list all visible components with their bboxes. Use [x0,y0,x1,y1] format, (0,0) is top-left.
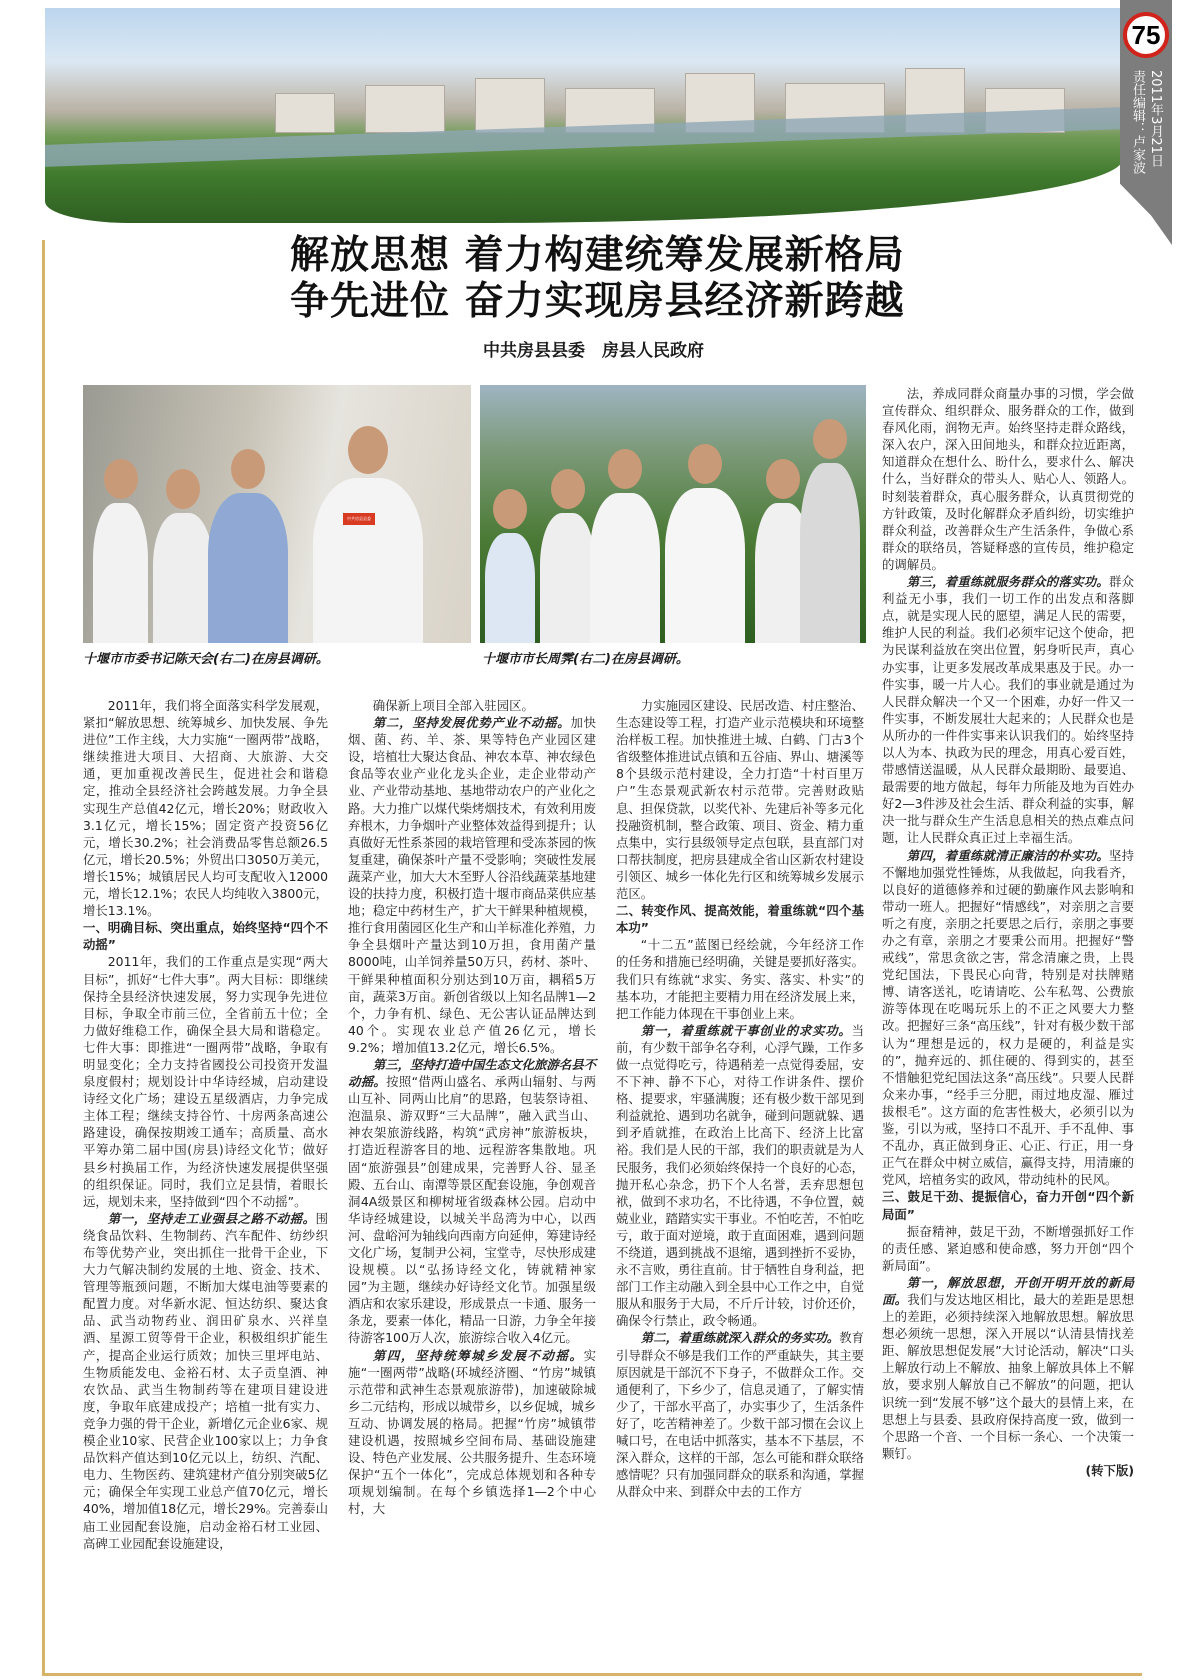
article-column-1 [83,697,328,1552]
photo-caption-right: 十堰市市长周霁(右二)在房县调研。 [482,652,689,667]
name-badge: 中共房县县委 [343,513,375,525]
city-panorama-photo [45,8,1123,223]
paragraph-text: 实施“一圈两带”战略(环城经济圈、“竹房”城镇示范带和武神生态景观旅游带)，加速破除城乡二元结构，形成以城带乡，以乡促城，城乡互动、协调发展的格局。把握“竹房”城镇带建设机遇，按照城乡空间布局、基础设施建设、特色产业发展、公共服务提升、生态环境保护“五个一体化”，完成总体规划和各种专项规划编制。在每个乡镇选择1—2个中心村，大 [348,1347,596,1517]
photo-caption-left: 十堰市市委书记陈天会(右二)在房县调研。 [83,652,329,667]
byline: 中共房县县委 房县人民政府 [483,341,704,361]
paragraph-text: 我们与发达地区相比，最大的差距是思想上的差距，必须持续深入地解放思想。解放思想必须统一思想，深入开展以“认清县情找差距、解放思想促发展”大讨论活动，解决“口头上解放行动上不解放、抽象上解放具体上不解放，要求别人解放自己不解放”的问题，把认识统一到“发展不够”这个最大的县情上来，在思想上与县委、县政府保持高度一致，做到一个思路一个音、一个目标一条心、一个决策一颗钉。 [882,1291,1135,1461]
subheading: 第四，坚持统筹城乡发展不动摇。 [372,1347,584,1363]
frame-border-bottom [42,1673,1142,1676]
paragraph: 确保新上项目全部入驻园区。 [372,698,534,713]
subheading: 第一，坚持走工业强县之路不动摇。 [107,1210,316,1226]
paragraph [882,573,1134,847]
article-column-3 [616,697,864,1500]
article-column-2 [348,697,596,1518]
paragraph [348,1347,596,1518]
continued-note: (转下版) [1085,1462,1134,1478]
paragraph [348,714,596,1056]
photo-mayor-visit [480,385,866,643]
paragraph: 振奋精神，鼓足干劲，不断增强抓好工作的责任感、紧迫感和使命感，努力开创“四个新局面”。 [882,1223,1134,1273]
paragraph [348,1056,596,1347]
paragraph [882,847,1134,1189]
paragraph: 法，养成同群众商量办事的习惯，学会做宣传群众、组织群众、服务群众的工作，做到春风化雨，润物无声。始终坚持走群众路线，深入农户，深入田间地头，和群众拉近距离，知道群众在想什么、盼什么，要求什么、解决什么，当好群众的带头人、贴心人、领路人。时刻装着群众，真心服务群众，认真贯彻党的方针政策，及时化解群众矛盾纠纷，切实维护群众利益，改善群众生产生活条件，争做心系群众的联络员，答疑释惑的宣传员，维护稳定的调解员。 [882,386,1134,572]
paragraph-text: 当前，有少数干部争名夺利，心浮气躁，工作多做一点觉得吃亏，待遇稍差一点觉得委屈，安不下神、静不下心，对待工作讲条件、摆价格、提要求，牢骚满腹；还有极少数干部见到利益就抢、遇到功名就争，碰到问题就躲、遇到矛盾就推，在政治上比高下、经济上比富裕。我们是人民的干部，我们的职责就是为人民服务，我们必须始终保持一个良好的心态，抛开私心杂念，扔下个人名誉，丢弃思想包袱，做到不求功名，不比待遇，不争位置，兢兢业业，踏踏实实干事业。不怕吃苦，不怕吃亏，敢于面对逆境，敢于直面困难，遇到问题不绕道，遇到挑战不退缩，遇到挫折不妥协，永不言败，勇往直前。甘于牺牲自身利益，把部门工作主动融入到全县中心工作之中，自觉服从和服务于大局，不斤斤计较，讨价还价，确保令行禁止，政令畅通。 [616,1022,864,1329]
subheading: 第二，坚持发展优势产业不动摇。 [372,715,571,731]
subheading: 第四，着重练就清正廉洁的朴实功。 [906,847,1109,863]
section-heading: 二、转变作风、提高效能，着重练就“四个基本功” [616,903,864,936]
paragraph [616,1022,864,1330]
paragraph-text: 加快烟、菌、药、羊、茶、果等特色产业园区建设，培植壮大聚达食品、神农本草、神农绿色食品等农业产业化龙头企业，走企业带动产业、产业带动基地、基地带动农户的产业化之路。大力推广以煤代柴烤烟技术，有效利用废弃根木，力争烟叶产业整体效益得到提升；认真做好无性系茶园的栽培管理和受冻茶园的恢复重建，确保茶叶产量不受影响；突破性发展蔬菜产业，加大大木至野人谷沿线蔬菜基地建设的扶持力度，积极打造十堰市商品菜供应基地；稳定中药材生产，扩大干鲜果种植规模，推行食用菌园区化生产和山羊标准化养殖，力争全县烟叶产量达到10万担，食用菌产量8000吨，山羊饲养量50万只，药材、茶叶、干鲜果种植面积分别达到10万亩，耦稻5万亩，蔬菜3万亩。新创省级以上知名品牌1—2个，力争有机、绿色、无公害认证品牌达到40个。实现农业总产值26亿元，增长9.2%；增加值13.2亿元，增长6.5%。 [348,715,597,1055]
section-heading: 三、鼓足干劲、提振信心，奋力开创“四个新局面” [882,1189,1134,1222]
editor-credit: 责任编辑：卢家波 [1130,70,1145,174]
page-number-badge: 75 [1123,12,1169,58]
subheading: 第三，坚持打造中国生态文化旅游名县不动摇。 [348,1056,596,1090]
paragraph [882,1274,1134,1462]
subheading: 第一，着重练就干事创业的求实功。 [640,1022,852,1038]
paragraph-text: 围绕食品饮料、生物制药、汽车配件、纺纱织布等优势产业，突出抓住一批骨干企业，下大力气解决制约发展的土地、资金、技术、管理等瓶颈问题，不断加大煤电油等要素的配置力度。对华新水泥、恒达纺织、聚达食品、武当动物药业、润田矿泉水、兴祥皇酒、星源工贸等骨干企业，积极组织扩能生产，提高企业运行质效；加快三里坪电站、生物质能发电、金裕石材、太子贡皇酒、神农饮品、武当生物制药等在建项目建设进度，争取年底建成投产；培植一批有实力、竞争力强的骨干企业，新增亿元企业6家、规模企业10家、民营企业100家以上；力争食品饮料产值达到10亿元以上，纺织、汽配、电力、生物医药、建筑建材产值分别突破5亿元；确保全年实现工业总产值70亿元，增长40%，增加值18亿元，增长29%。完善泰山庙工业园配套设施，启动金裕石材工业园、高碑工业园配套设施建设， [83,1210,328,1551]
subheading: 第二，着重练就深入群众的务实功。 [640,1330,840,1346]
paragraph [83,1210,328,1552]
photo-secretary-visit [83,385,471,643]
issue-date: 2011年3月21日 [1148,70,1163,167]
headline-line-1: 解放思想 着力构建统筹发展新格局 [290,232,905,278]
paragraph: 力实施园区建设、民居改造、村庄整治、生态建设等工程，打造产业示范模块和环境整治样板工程。加快推进土城、白鹤、门古3个省级整体推进试点镇和五谷庙、界山、塘溪等8个县级示范村建设，全力打造“十村百里万户”生态景观武新农村示范带。完善财政贴息、担保贷款，以奖代补、先建后补等多元化投融资机制，整合政策、项目、资金、精力重点集中，实行县级领导定点包联，县直部门对口帮扶制度，把房县建成全省山区新农村建设引领区、城乡一体化先行区和统筹城乡发展示范区。 [616,698,864,902]
subheading: 第三，着重练就服务群众的落实功。 [906,574,1109,590]
headline [290,232,905,324]
paragraph: 2011年，我们的工作重点是实现“两大目标”，抓好“七件大事”。两大目标：即继续保持全县经济快速发展，努力实现争先进位目标，争取全市前三位，全省前五十位；全力做好维稳工作，确保全县大局和谐稳定。七件大事：即推进“一圈两带”战略，争取有明显变化；全力支持省國投公司投资开发温泉度假村；规划设计中华诗经城，启动建设诗经文化广场；建设五星级酒店，力争完成主体工程；继续支持谷竹、十房两条高速公路建设，确保按期竣工通车；高质量、高水平筹办第二届中国(房县)诗经文化节；做好县乡村换届工作，为经济快速发展提供坚强的组织保证。同时，我们立足县情，着眼长远，规划未来，坚持做到“四个不动摇”。 [83,954,328,1209]
paragraph-text: 群众利益无小事，我们一切工作的出发点和落脚点，就是实现人民的愿望，满足人民的需要，维护人民的利益。我们必须牢记这个使命，把为民谋利益放在突出位置，躬身听民声，真心办实事，让更多发展改革成果惠及于民。办一件实事，暖一片人心。我们的事业就是通过为人民群众解决一个又一个困难，办好一件又一件实事，不断发展壮大起来的；人民群众也是从所办的一件件实事来认识我们的。始终坚持以人为本、执政为民的理念，用真心爱百姓，带感情送温暖，从人民群众最期盼、最要追、最需要的地方做起，每年力所能及地为百姓办好2—3件涉及社会生活、群众利益的实事，解决一批与群众生产生活息息相关的热点难点问题，让人民群众真正过上幸福生活。 [882,574,1135,846]
paragraph-text: 坚持不懈地加强党性锤炼，从我做起，向我看齐，以良好的道德修养和过硬的勤廉作风去影响和带动一班人。把握好“情感线”，对亲朋之言要听之有度，亲朋之托要思之后行，亲朋之事要办之有章，亲朋之才要秉公而用。把握好“警戒线”，常思贪欲之害，常念清廉之贵，上畏党纪国法，下畏民心向背，特别是对扶牌赌博、请客送礼，吃请请吃、公车私驾、公费旅游等体现在吃喝玩乐上的不正之风要大力整改。把握好三条“高压线”，针对有极少数干部认为“理想是远的，权力是硬的，利益是实的”，抛弃远的、抓住硬的、得到实的，甚至不惜触犯党纪国法这条“高压线”。只要人民群众来办事，“经手三分肥，雨过地皮湿、雁过拔根毛”。这方面的危害性极大，必须引以为鉴，引以为戒，坚持口不乱开、手不乱伸、事不乱办，真正做到身正、心正、行正，用一身正气在群众中树立威信，赢得支持，用清廉的党风，培植务实的政风，带动纯朴的民风。 [882,847,1135,1188]
paragraph-text: 按照“借两山盛名、承两山辐射、与两山互补、同两山比肩”的思路，包装祭诗祖、泡温泉、游双野“三大品牌”，融入武当山、神农架旅游线路，构筑“武房神”旅游板块，打造近程游客目的地、远程游客集散地。巩固“旅游强县”创建成果，完善野人谷、显圣殿、五台山、南潭等景区配套设施，争创观音洞4A级景区和柳树垭省级森林公园。启动中华诗经城建设，以城关半岛湾为中心，以西河、盘峪河为轴线向西南方向延伸，筹建诗经文化广场，复制尹公祠，宝堂寺，尽快形成建设规模。以“弘扬诗经文化，铸就精神家园”为主题，继续办好诗经文化节。加强星级酒店和农家乐建设，形成景点一卡通、服务一条龙，要素一体化，精品一日游，力争全年接待游客100万人次，旅游综合收入4亿元。 [348,1074,597,1346]
headline-line-2: 争先进位 奋力实现房县经济新跨越 [290,278,905,324]
subheading: 第一，解放思想，开创开明开放的新局面。 [882,1274,1134,1307]
paragraph: 2011年，我们将全面落实科学发展观，紧扣“解放思想、统筹城乡、加快发展、争先进位”工作主线，大力实施“一圈两带”战略，继续推进大项目、大招商、大旅游、大交通，更加重视改善民生，促进社会和谐稳定，推动全县经济社会跨越发展。力争全县实现生产总值42亿元，增长20%；财政收入3.1亿元，增长15%；固定资产投资56亿元，增长30.2%；社会消费品零售总额26.5亿元，增长20.5%；外贸出口3050万美元，增长15%；城镇居民人均可支配收入12000元，增长12.1%；农民人均纯收入3800元，增长13.1%。 [83,698,328,919]
frame-border-left [42,240,45,1676]
paragraph: “十二五”蓝图已经绘就，今年经济工作的任务和措施已经明确，关键是要抓好落实。我们只有练就“求实、务实、落实、朴实”的基本功，才能把主要精力用在经济发展上来，把工作能力体现在干事创业上来。 [616,937,864,1021]
paragraph-text: 教育引导群众不够是我们工作的严重缺失，其主要原因就是干部沉不下身子，不做群众工作。交通便利了，下乡少了，信息灵通了，了解实情少了，干部水平高了，办实事少了，生活条件好了，吃苦精神差了。少数干部习惯在会议上喊口号，在电话中抓落实，基本不下基层，不深入群众，这样的干部，怎么可能和群众联络感情呢？只有加强同群众的联系和沟通，掌握从群众中来、到群众中去的工作方 [616,1330,865,1500]
paragraph [616,1329,864,1500]
article-column-4 [882,385,1134,1479]
section-heading: 一、明确目标、突出重点，始终坚持“四个不动摇” [83,920,328,953]
